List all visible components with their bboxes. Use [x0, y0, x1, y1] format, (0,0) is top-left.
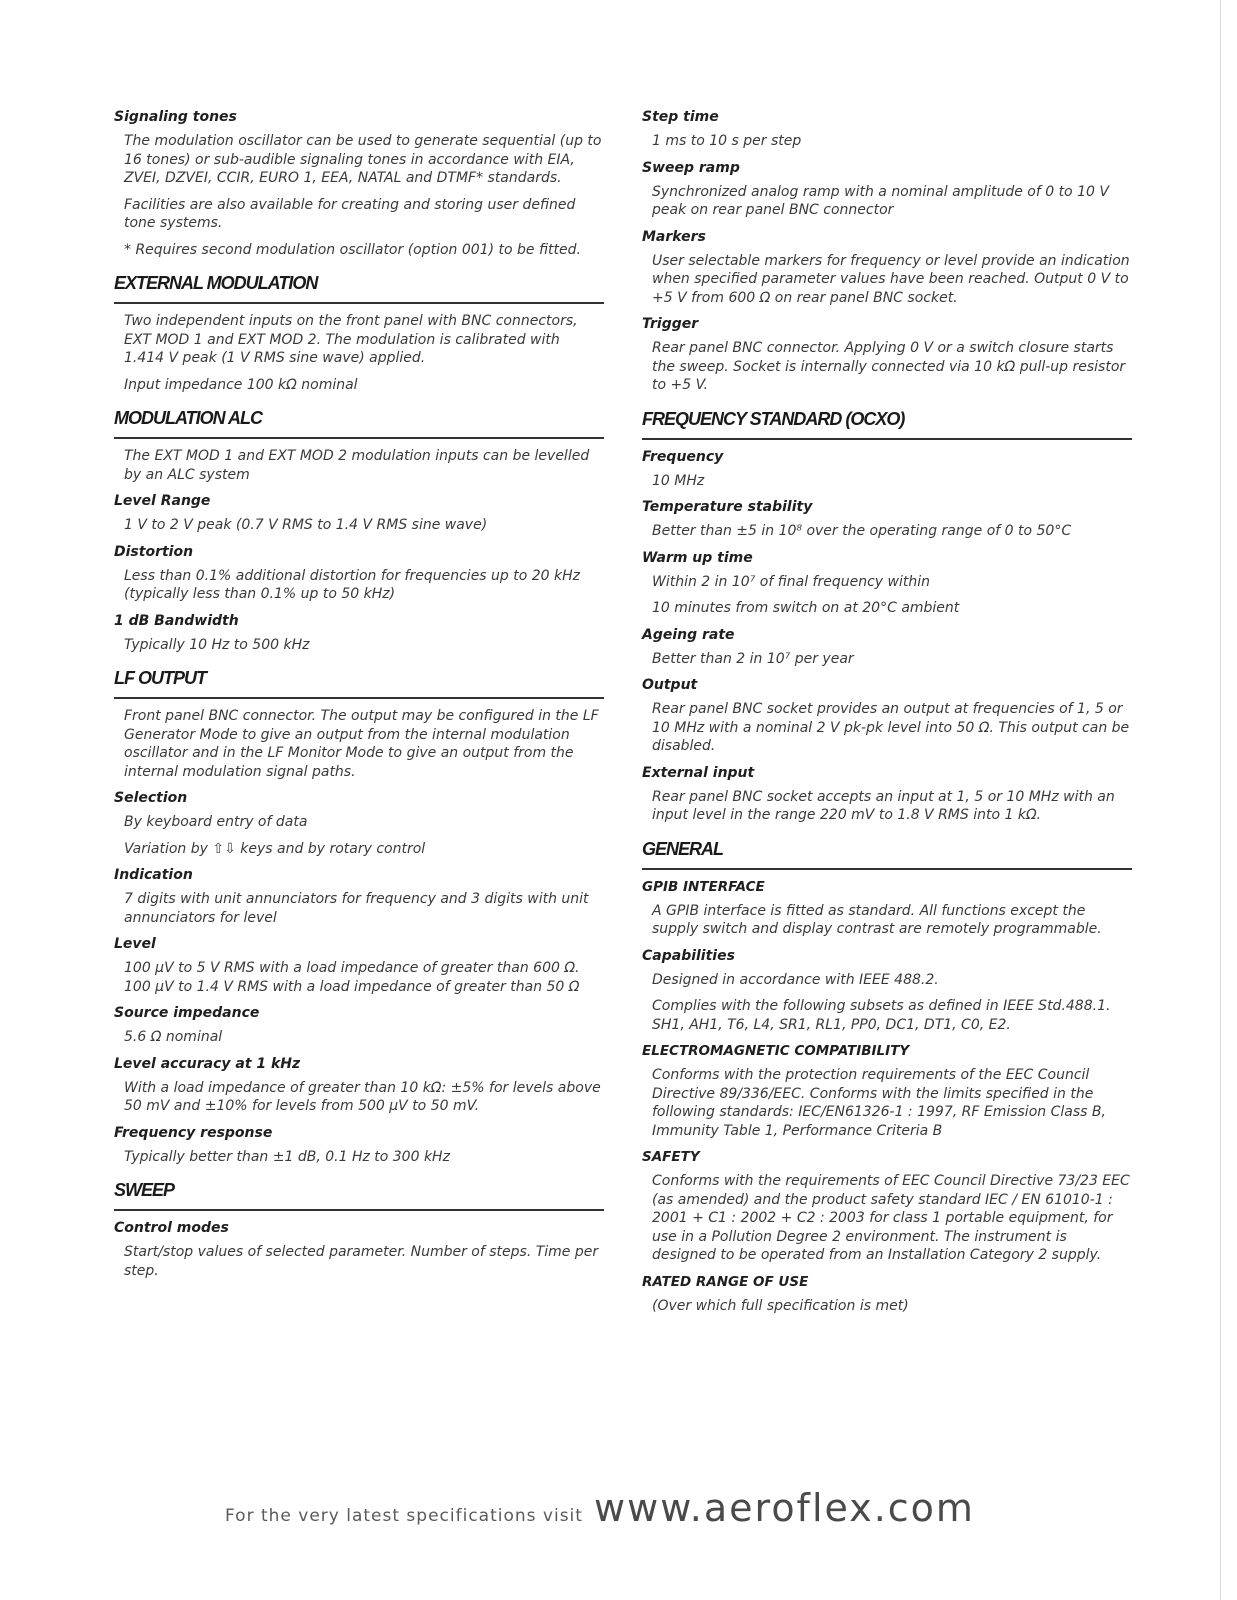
spec-text: Typically 10 Hz to 500 kHz — [124, 636, 310, 653]
left-column — [114, 108, 604, 1288]
spec-label-level: Level — [114, 936, 156, 952]
spec-label-selection: Selection — [114, 790, 188, 806]
spec-label-gpib-interface: GPIB INTERFACE — [642, 878, 765, 895]
spec-label-capabilities: Capabilities — [642, 947, 735, 964]
spec-text: Within 2 in 10⁷ of final frequency within — [652, 573, 930, 590]
spec-text: Front panel BNC connector. The output may be configured in the LF Generator Mode to give an output from the internal modulation oscillator and in the LF Monitor Mode to give an output from the internal modulation signal paths. — [124, 708, 599, 780]
spec-text: Start/stop values of selected parameter. Number of steps. Time per step. — [124, 1244, 599, 1279]
spec-text: With a load impedance of greater than 10 kΩ: ±5% for levels above 50 mV and ±10% for levels from 500 µV to 50 mV. — [124, 1079, 601, 1114]
spec-label-markers: Markers — [642, 228, 706, 245]
spec-label-distortion: Distortion — [114, 543, 194, 560]
spec-text: User selectable markers for frequency or level provide an indication when specified parameter values have been reached. Output 0 V to +5 V from 600 Ω on rear panel BNC socket. — [652, 252, 1130, 306]
spec-label-ageing-rate: Ageing rate — [642, 626, 735, 643]
page-edge-divider — [1220, 0, 1221, 1600]
section-heading-external-modulation: EXTERNAL MODULATION — [114, 273, 604, 304]
spec-label-control-modes: Control modes — [114, 1220, 229, 1236]
spec-label-signaling-tones: Signaling tones — [114, 109, 237, 125]
spec-label-sweep-ramp: Sweep ramp — [642, 159, 740, 176]
spec-text: Complies with the following subsets as defined in IEEE Std.488.1. SH1, AH1, T6, L4, SR1, RL1, PP0, DC1, DT1, C0, E2. — [652, 998, 1111, 1033]
spec-text: Better than 2 in 10⁷ per year — [652, 650, 854, 667]
spec-label-safety: SAFETY — [642, 1149, 700, 1165]
spec-label-trigger: Trigger — [642, 316, 699, 332]
spec-text: Rear panel BNC socket provides an output at frequencies of 1, 5 or 10 MHz with a nominal 2 V pk-pk level into 50 Ω. This output can be disabled. — [652, 701, 1130, 754]
spec-text: Two independent inputs on the front panel with BNC connectors, EXT MOD 1 and EXT MOD 2. The modulation is calibrated with 1.414 V peak (1 V RMS sine wave) applied. — [124, 313, 578, 366]
spec-label-frequency-response: Frequency response — [114, 1124, 273, 1141]
spec-text: Variation by ⇧⇩ keys and by rotary control — [124, 840, 426, 857]
spec-label-warm-up-time: Warm up time — [642, 549, 753, 566]
spec-text: * Requires second modulation oscillator (option 001) to be fitted. — [124, 241, 581, 258]
spec-text: The EXT MOD 1 and EXT MOD 2 modulation inputs can be levelled by an ALC system — [124, 448, 590, 483]
spec-text: Less than 0.1% additional distortion for frequencies up to 20 kHz (typically less than 0.1% up to 50 kHz) — [124, 567, 581, 602]
spec-text: Synchronized analog ramp with a nominal amplitude of 0 to 10 V peak on rear panel BNC connector — [652, 183, 1109, 218]
section-heading-frequency-standard-ocxo: FREQUENCY STANDARD (OCXO) — [642, 409, 1132, 440]
spec-label-temperature-stability: Temperature stability — [642, 499, 813, 515]
spec-label-step-time: Step time — [642, 109, 719, 125]
right-column — [642, 108, 1132, 1323]
spec-text: Typically better than ±1 dB, 0.1 Hz to 300 kHz — [124, 1148, 450, 1165]
spec-label-frequency: Frequency — [642, 448, 724, 465]
spec-text: Input impedance 100 kΩ nominal — [124, 376, 358, 393]
section-heading-sweep: SWEEP — [114, 1180, 604, 1211]
spec-text: 1 V to 2 V peak (0.7 V RMS to 1.4 V RMS sine wave) — [124, 517, 488, 533]
spec-label-external-input: External input — [642, 764, 755, 781]
spec-label-level-range: Level Range — [114, 493, 211, 509]
spec-label-output: Output — [642, 677, 698, 693]
spec-text: By keyboard entry of data — [124, 814, 308, 830]
spec-label-source-impedance: Source impedance — [114, 1005, 260, 1021]
spec-text: 5.6 Ω nominal — [124, 1029, 223, 1045]
spec-text: The modulation oscillator can be used to generate sequential (up to 16 tones) or sub-audible signaling tones in accordance with EIA, ZVEI, DZVEI, CCIR, EURO 1, EEA, NATAL and DTMF* standards. — [124, 133, 602, 186]
spec-label-1-db-bandwidth: 1 dB Bandwidth — [114, 612, 239, 629]
spec-text: (Over which full specification is met) — [652, 1297, 909, 1314]
spec-text: 100 µV to 5 V RMS with a load impedance of greater than 600 Ω. 100 µV to 1.4 V RMS with a load impedance of greater than 50 Ω — [124, 960, 580, 995]
spec-text: 10 MHz — [652, 472, 705, 489]
spec-text: Rear panel BNC connector. Applying 0 V or a switch closure starts the sweep. Socket is internally connected via 10 kΩ pull-up resistor to +5 V. — [652, 340, 1126, 393]
footer-url-link[interactable]: www.aeroflex.com — [594, 1486, 975, 1530]
spec-label-rated-range-of-use: RATED RANGE OF USE — [642, 1273, 809, 1290]
footer — [225, 1486, 975, 1530]
spec-text: Conforms with the requirements of EEC Council Directive 73/23 EEC (as amended) and the product safety standard IEC / EN 61010-1 : 2001 + C1 : 2002 + C2 : 2003 for class 1 portable equipment, for use in a Pollution Degree 2 environment. The instrument is designed to be operated from an Installation Category 2 supply. — [652, 1173, 1130, 1263]
spec-label-electromagnetic-compatibility: ELECTROMAGNETIC COMPATIBILITY — [642, 1043, 910, 1059]
spec-text: Designed in accordance with IEEE 488.2. — [652, 971, 939, 988]
spec-text: Facilities are also available for creating and storing user defined tone systems. — [124, 196, 576, 231]
spec-text: A GPIB interface is fitted as standard. All functions except the supply switch and display contrast are remotely programmable. — [652, 902, 1102, 937]
spec-text: 10 minutes from switch on at 20°C ambient — [652, 600, 960, 616]
section-heading-modulation-alc: MODULATION ALC — [114, 408, 604, 439]
section-heading-lf-output: LF OUTPUT — [114, 668, 604, 699]
spec-label-indication: Indication — [114, 867, 193, 883]
spec-text: Rear panel BNC socket accepts an input at 1, 5 or 10 MHz with an input level in the range 220 mV to 1.8 V RMS into 1 kΩ. — [652, 788, 1115, 823]
footer-lead-text: For the very latest specifications visit — [225, 1506, 583, 1526]
spec-text: 1 ms to 10 s per step — [652, 133, 802, 149]
spec-text: Better than ±5 in 10⁸ over the operating range of 0 to 50°C — [652, 523, 1072, 539]
spec-text: Conforms with the protection requirements of the EEC Council Directive 89/336/EEC. Conforms with the limits specified in the following standards: IEC/EN61326-1 : 1997, RF Emission Class B, Immunity Table 1, Performance Criteria B — [652, 1067, 1106, 1139]
spec-text: 7 digits with unit annunciators for frequency and 3 digits with unit annunciators for level — [124, 891, 589, 926]
spec-label-level-accuracy-at-1-khz: Level accuracy at 1 kHz — [114, 1055, 301, 1072]
section-heading-general: GENERAL — [642, 839, 1132, 870]
